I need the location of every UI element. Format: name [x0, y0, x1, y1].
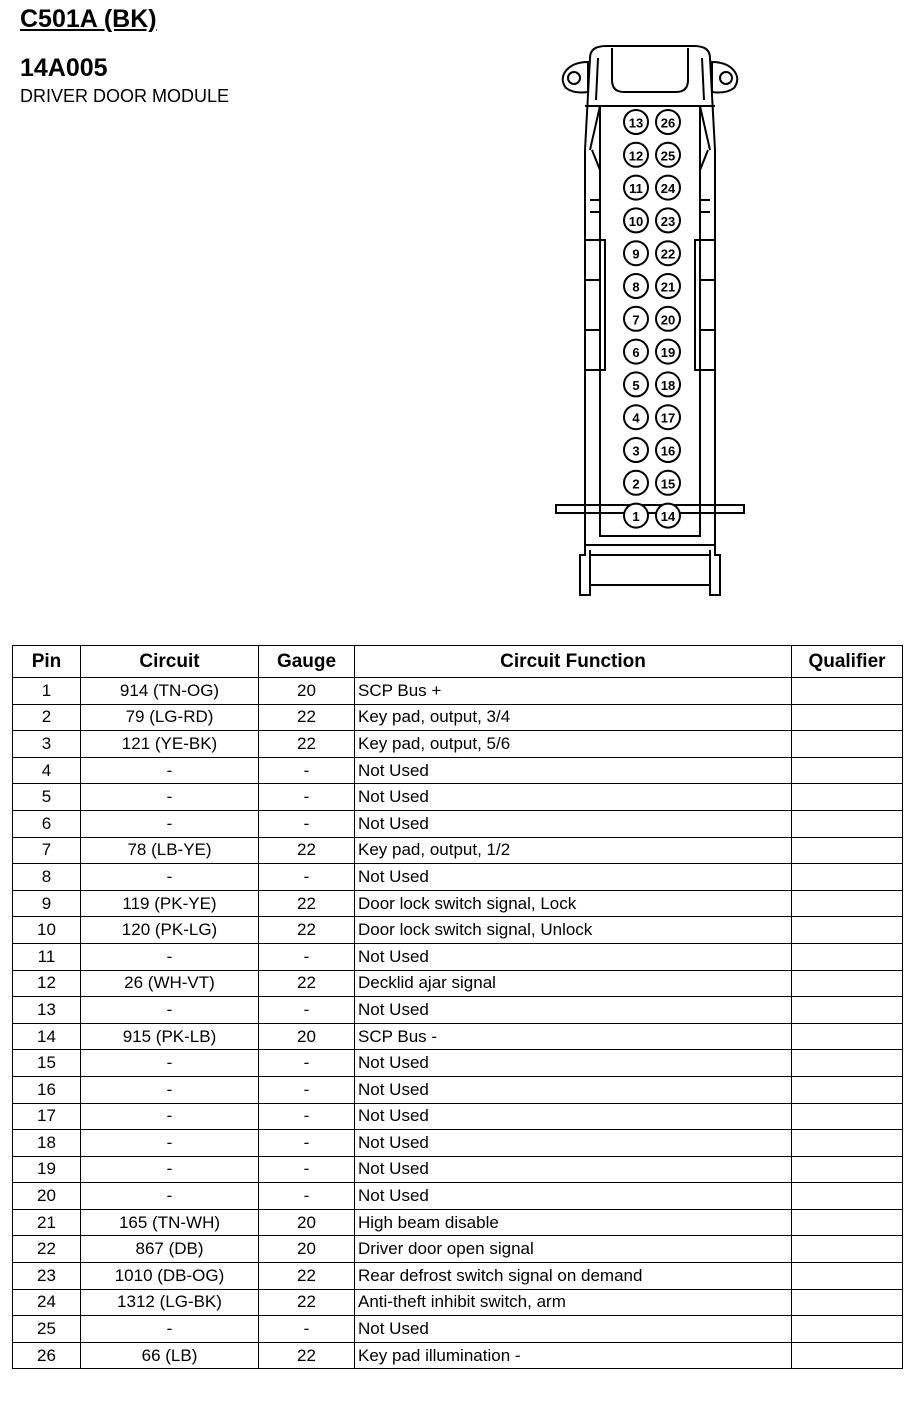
- gauge-cell: -: [259, 1103, 355, 1130]
- pin-number: 1: [13, 678, 81, 705]
- table-row: [13, 1050, 903, 1077]
- qualifier-cell: [792, 1023, 903, 1050]
- qualifier-cell: [792, 1076, 903, 1103]
- circuit-function-cell: Key pad, output, 1/2: [355, 837, 792, 864]
- table-row: [13, 678, 903, 705]
- table-row: [13, 1289, 903, 1316]
- column-header-qualifier: Qualifier: [792, 646, 903, 678]
- table-row: [13, 970, 903, 997]
- circuit-cell: -: [81, 1130, 259, 1157]
- pin-number: 12: [13, 970, 81, 997]
- pin-number: 2: [13, 704, 81, 731]
- circuit-function-cell: Not Used: [355, 1103, 792, 1130]
- gauge-cell: -: [259, 784, 355, 811]
- pin-number: 4: [13, 757, 81, 784]
- circuit-cell: 119 (PK-YE): [81, 890, 259, 917]
- gauge-cell: -: [259, 1156, 355, 1183]
- circuit-function-cell: Key pad, output, 5/6: [355, 731, 792, 758]
- pin-cavity-label: 1: [632, 509, 640, 525]
- circuit-cell: 120 (PK-LG): [81, 917, 259, 944]
- pin-number: 14: [13, 1023, 81, 1050]
- qualifier-cell: [792, 970, 903, 997]
- qualifier-cell: [792, 1209, 903, 1236]
- circuit-function-cell: Decklid ajar signal: [355, 970, 792, 997]
- circuit-cell: -: [81, 943, 259, 970]
- pin-number: 9: [13, 890, 81, 917]
- table-row: [13, 1342, 903, 1369]
- pin-cavity-label: 12: [628, 148, 644, 164]
- pin-cavity-label: 14: [660, 509, 676, 525]
- pin-cavity-label: 10: [628, 213, 644, 229]
- pin-cavity-label: 6: [632, 345, 640, 361]
- circuit-function-cell: Not Used: [355, 864, 792, 891]
- gauge-cell: -: [259, 1316, 355, 1343]
- pin-number: 16: [13, 1076, 81, 1103]
- circuit-cell: -: [81, 997, 259, 1024]
- circuit-cell: -: [81, 1183, 259, 1210]
- connector-id: C501A (BK): [20, 5, 157, 33]
- pin-number: 18: [13, 1130, 81, 1157]
- table-row: [13, 757, 903, 784]
- table-row: [13, 1236, 903, 1263]
- pin-cavity-label: 15: [660, 476, 676, 492]
- column-header-pin: Pin: [13, 646, 81, 678]
- pin-cavity-label: 22: [660, 246, 676, 262]
- circuit-function-cell: Not Used: [355, 1156, 792, 1183]
- pin-cavity-label: 2: [632, 476, 640, 492]
- table-row: [13, 1183, 903, 1210]
- circuit-function-cell: Not Used: [355, 784, 792, 811]
- gauge-cell: 22: [259, 970, 355, 997]
- gauge-cell: 20: [259, 678, 355, 705]
- pin-number: 20: [13, 1183, 81, 1210]
- connector-face-diagram: [550, 40, 750, 600]
- table-row: [13, 837, 903, 864]
- circuit-cell: 165 (TN-WH): [81, 1209, 259, 1236]
- circuit-cell: -: [81, 1103, 259, 1130]
- gauge-cell: -: [259, 864, 355, 891]
- pin-number: 8: [13, 864, 81, 891]
- qualifier-cell: [792, 1263, 903, 1290]
- circuit-function-cell: SCP Bus -: [355, 1023, 792, 1050]
- pin-cavity-label: 9: [632, 246, 640, 262]
- gauge-cell: 20: [259, 1023, 355, 1050]
- circuit-cell: -: [81, 757, 259, 784]
- table-row: [13, 810, 903, 837]
- circuit-function-cell: Not Used: [355, 810, 792, 837]
- gauge-cell: 22: [259, 837, 355, 864]
- pin-cavity-label: 18: [660, 377, 676, 393]
- qualifier-cell: [792, 1342, 903, 1369]
- qualifier-cell: [792, 757, 903, 784]
- table-row: [13, 943, 903, 970]
- gauge-cell: -: [259, 810, 355, 837]
- table-row: [13, 1103, 903, 1130]
- table-row: [13, 890, 903, 917]
- circuit-function-cell: Not Used: [355, 1316, 792, 1343]
- table-row: [13, 1023, 903, 1050]
- pin-number: 26: [13, 1342, 81, 1369]
- qualifier-cell: [792, 1130, 903, 1157]
- connector-latch: [612, 48, 688, 92]
- table-row: [13, 731, 903, 758]
- pin-cavity-label: 25: [660, 148, 676, 164]
- pin-cavity-label: 7: [632, 312, 640, 328]
- circuit-function-cell: Rear defrost switch signal on demand: [355, 1263, 792, 1290]
- circuit-function-cell: Not Used: [355, 1050, 792, 1077]
- circuit-cell: -: [81, 784, 259, 811]
- connector-inner-face: [600, 106, 700, 536]
- table-row: [13, 1130, 903, 1157]
- circuit-cell: -: [81, 1156, 259, 1183]
- table-row: [13, 997, 903, 1024]
- pin-number: 22: [13, 1236, 81, 1263]
- gauge-cell: 22: [259, 731, 355, 758]
- qualifier-cell: [792, 1103, 903, 1130]
- pin-number: 25: [13, 1316, 81, 1343]
- circuit-function-cell: Driver door open signal: [355, 1236, 792, 1263]
- pin-number: 19: [13, 1156, 81, 1183]
- pin-number: 24: [13, 1289, 81, 1316]
- pin-number: 6: [13, 810, 81, 837]
- pin-number: 7: [13, 837, 81, 864]
- gauge-cell: 22: [259, 917, 355, 944]
- gauge-cell: 22: [259, 1289, 355, 1316]
- qualifier-cell: [792, 678, 903, 705]
- table-row: [13, 1316, 903, 1343]
- circuit-cell: 867 (DB): [81, 1236, 259, 1263]
- table-row: [13, 1263, 903, 1290]
- qualifier-cell: [792, 1050, 903, 1077]
- qualifier-cell: [792, 917, 903, 944]
- circuit-function-cell: High beam disable: [355, 1209, 792, 1236]
- circuit-function-cell: Door lock switch signal, Unlock: [355, 917, 792, 944]
- pin-number: 3: [13, 731, 81, 758]
- qualifier-cell: [792, 864, 903, 891]
- gauge-cell: 22: [259, 704, 355, 731]
- qualifier-cell: [792, 810, 903, 837]
- qualifier-cell: [792, 997, 903, 1024]
- qualifier-cell: [792, 943, 903, 970]
- pin-cavity-label: 11: [629, 181, 643, 197]
- pin-cavities: [624, 110, 680, 528]
- gauge-cell: -: [259, 1130, 355, 1157]
- pin-number: 5: [13, 784, 81, 811]
- circuit-cell: 914 (TN-OG): [81, 678, 259, 705]
- circuit-cell: 915 (PK-LB): [81, 1023, 259, 1050]
- pin-cavity-label: 4: [632, 410, 640, 426]
- pin-cavity-label: 8: [632, 279, 640, 295]
- qualifier-cell: [792, 1156, 903, 1183]
- circuit-function-cell: Not Used: [355, 1130, 792, 1157]
- pinout-table-body: [13, 678, 903, 1369]
- pin-number: 13: [13, 997, 81, 1024]
- qualifier-cell: [792, 1183, 903, 1210]
- qualifier-cell: [792, 1316, 903, 1343]
- circuit-cell: -: [81, 810, 259, 837]
- circuit-cell: -: [81, 1076, 259, 1103]
- gauge-cell: 20: [259, 1209, 355, 1236]
- table-row: [13, 864, 903, 891]
- pin-cavity-label: 19: [660, 345, 676, 361]
- pin-number: 21: [13, 1209, 81, 1236]
- table-row: [13, 784, 903, 811]
- qualifier-cell: [792, 890, 903, 917]
- pin-cavity-label: 5: [632, 377, 640, 393]
- pin-number: 15: [13, 1050, 81, 1077]
- pin-cavity-label: 13: [628, 115, 644, 131]
- pin-number: 23: [13, 1263, 81, 1290]
- gauge-cell: -: [259, 1076, 355, 1103]
- gauge-cell: -: [259, 943, 355, 970]
- pin-cavity-label: 20: [660, 312, 676, 328]
- circuit-function-cell: Not Used: [355, 997, 792, 1024]
- column-header-gauge: Gauge: [259, 646, 355, 678]
- column-header-circuit-function: Circuit Function: [355, 646, 792, 678]
- qualifier-cell: [792, 1289, 903, 1316]
- circuit-function-cell: Key pad, output, 3/4: [355, 704, 792, 731]
- pin-number: 17: [13, 1103, 81, 1130]
- pin-cavity-label: 3: [632, 443, 640, 459]
- circuit-cell: 79 (LG-RD): [81, 704, 259, 731]
- table-row: [13, 1076, 903, 1103]
- pin-cavity-label: 23: [660, 213, 676, 229]
- pin-number: 11: [13, 943, 81, 970]
- circuit-cell: -: [81, 1316, 259, 1343]
- circuit-function-cell: Not Used: [355, 757, 792, 784]
- circuit-function-cell: Not Used: [355, 943, 792, 970]
- circuit-cell: 1010 (DB-OG): [81, 1263, 259, 1290]
- table-header-row: [13, 646, 903, 678]
- qualifier-cell: [792, 704, 903, 731]
- pin-cavity-label: 26: [660, 115, 676, 131]
- gauge-cell: -: [259, 1050, 355, 1077]
- circuit-function-cell: SCP Bus +: [355, 678, 792, 705]
- part-number: 14A005: [20, 54, 108, 82]
- circuit-cell: -: [81, 1050, 259, 1077]
- circuit-cell: -: [81, 864, 259, 891]
- pin-cavity-label: 24: [660, 181, 676, 197]
- pin-number: 10: [13, 917, 81, 944]
- table-row: [13, 1156, 903, 1183]
- gauge-cell: -: [259, 997, 355, 1024]
- gauge-cell: 20: [259, 1236, 355, 1263]
- gauge-cell: -: [259, 1183, 355, 1210]
- pin-cavity-label: 16: [660, 443, 676, 459]
- circuit-function-cell: Not Used: [355, 1076, 792, 1103]
- qualifier-cell: [792, 837, 903, 864]
- gauge-cell: 22: [259, 1342, 355, 1369]
- circuit-cell: 1312 (LG-BK): [81, 1289, 259, 1316]
- gauge-cell: -: [259, 757, 355, 784]
- circuit-function-cell: Not Used: [355, 1183, 792, 1210]
- pin-cavity-label: 21: [660, 279, 676, 295]
- circuit-function-cell: Door lock switch signal, Lock: [355, 890, 792, 917]
- qualifier-cell: [792, 731, 903, 758]
- table-row: [13, 917, 903, 944]
- circuit-function-cell: Anti-theft inhibit switch, arm: [355, 1289, 792, 1316]
- gauge-cell: 22: [259, 890, 355, 917]
- circuit-cell: 26 (WH-VT): [81, 970, 259, 997]
- pinout-table: [12, 645, 903, 1369]
- gauge-cell: 22: [259, 1263, 355, 1290]
- circuit-cell: 66 (LB): [81, 1342, 259, 1369]
- table-row: [13, 704, 903, 731]
- pin-cavity-label: 17: [660, 410, 676, 426]
- table-row: [13, 1209, 903, 1236]
- circuit-cell: 121 (YE-BK): [81, 731, 259, 758]
- circuit-cell: 78 (LB-YE): [81, 837, 259, 864]
- circuit-function-cell: Key pad illumination -: [355, 1342, 792, 1369]
- column-header-circuit: Circuit: [81, 646, 259, 678]
- qualifier-cell: [792, 1236, 903, 1263]
- qualifier-cell: [792, 784, 903, 811]
- module-name: DRIVER DOOR MODULE: [20, 86, 230, 106]
